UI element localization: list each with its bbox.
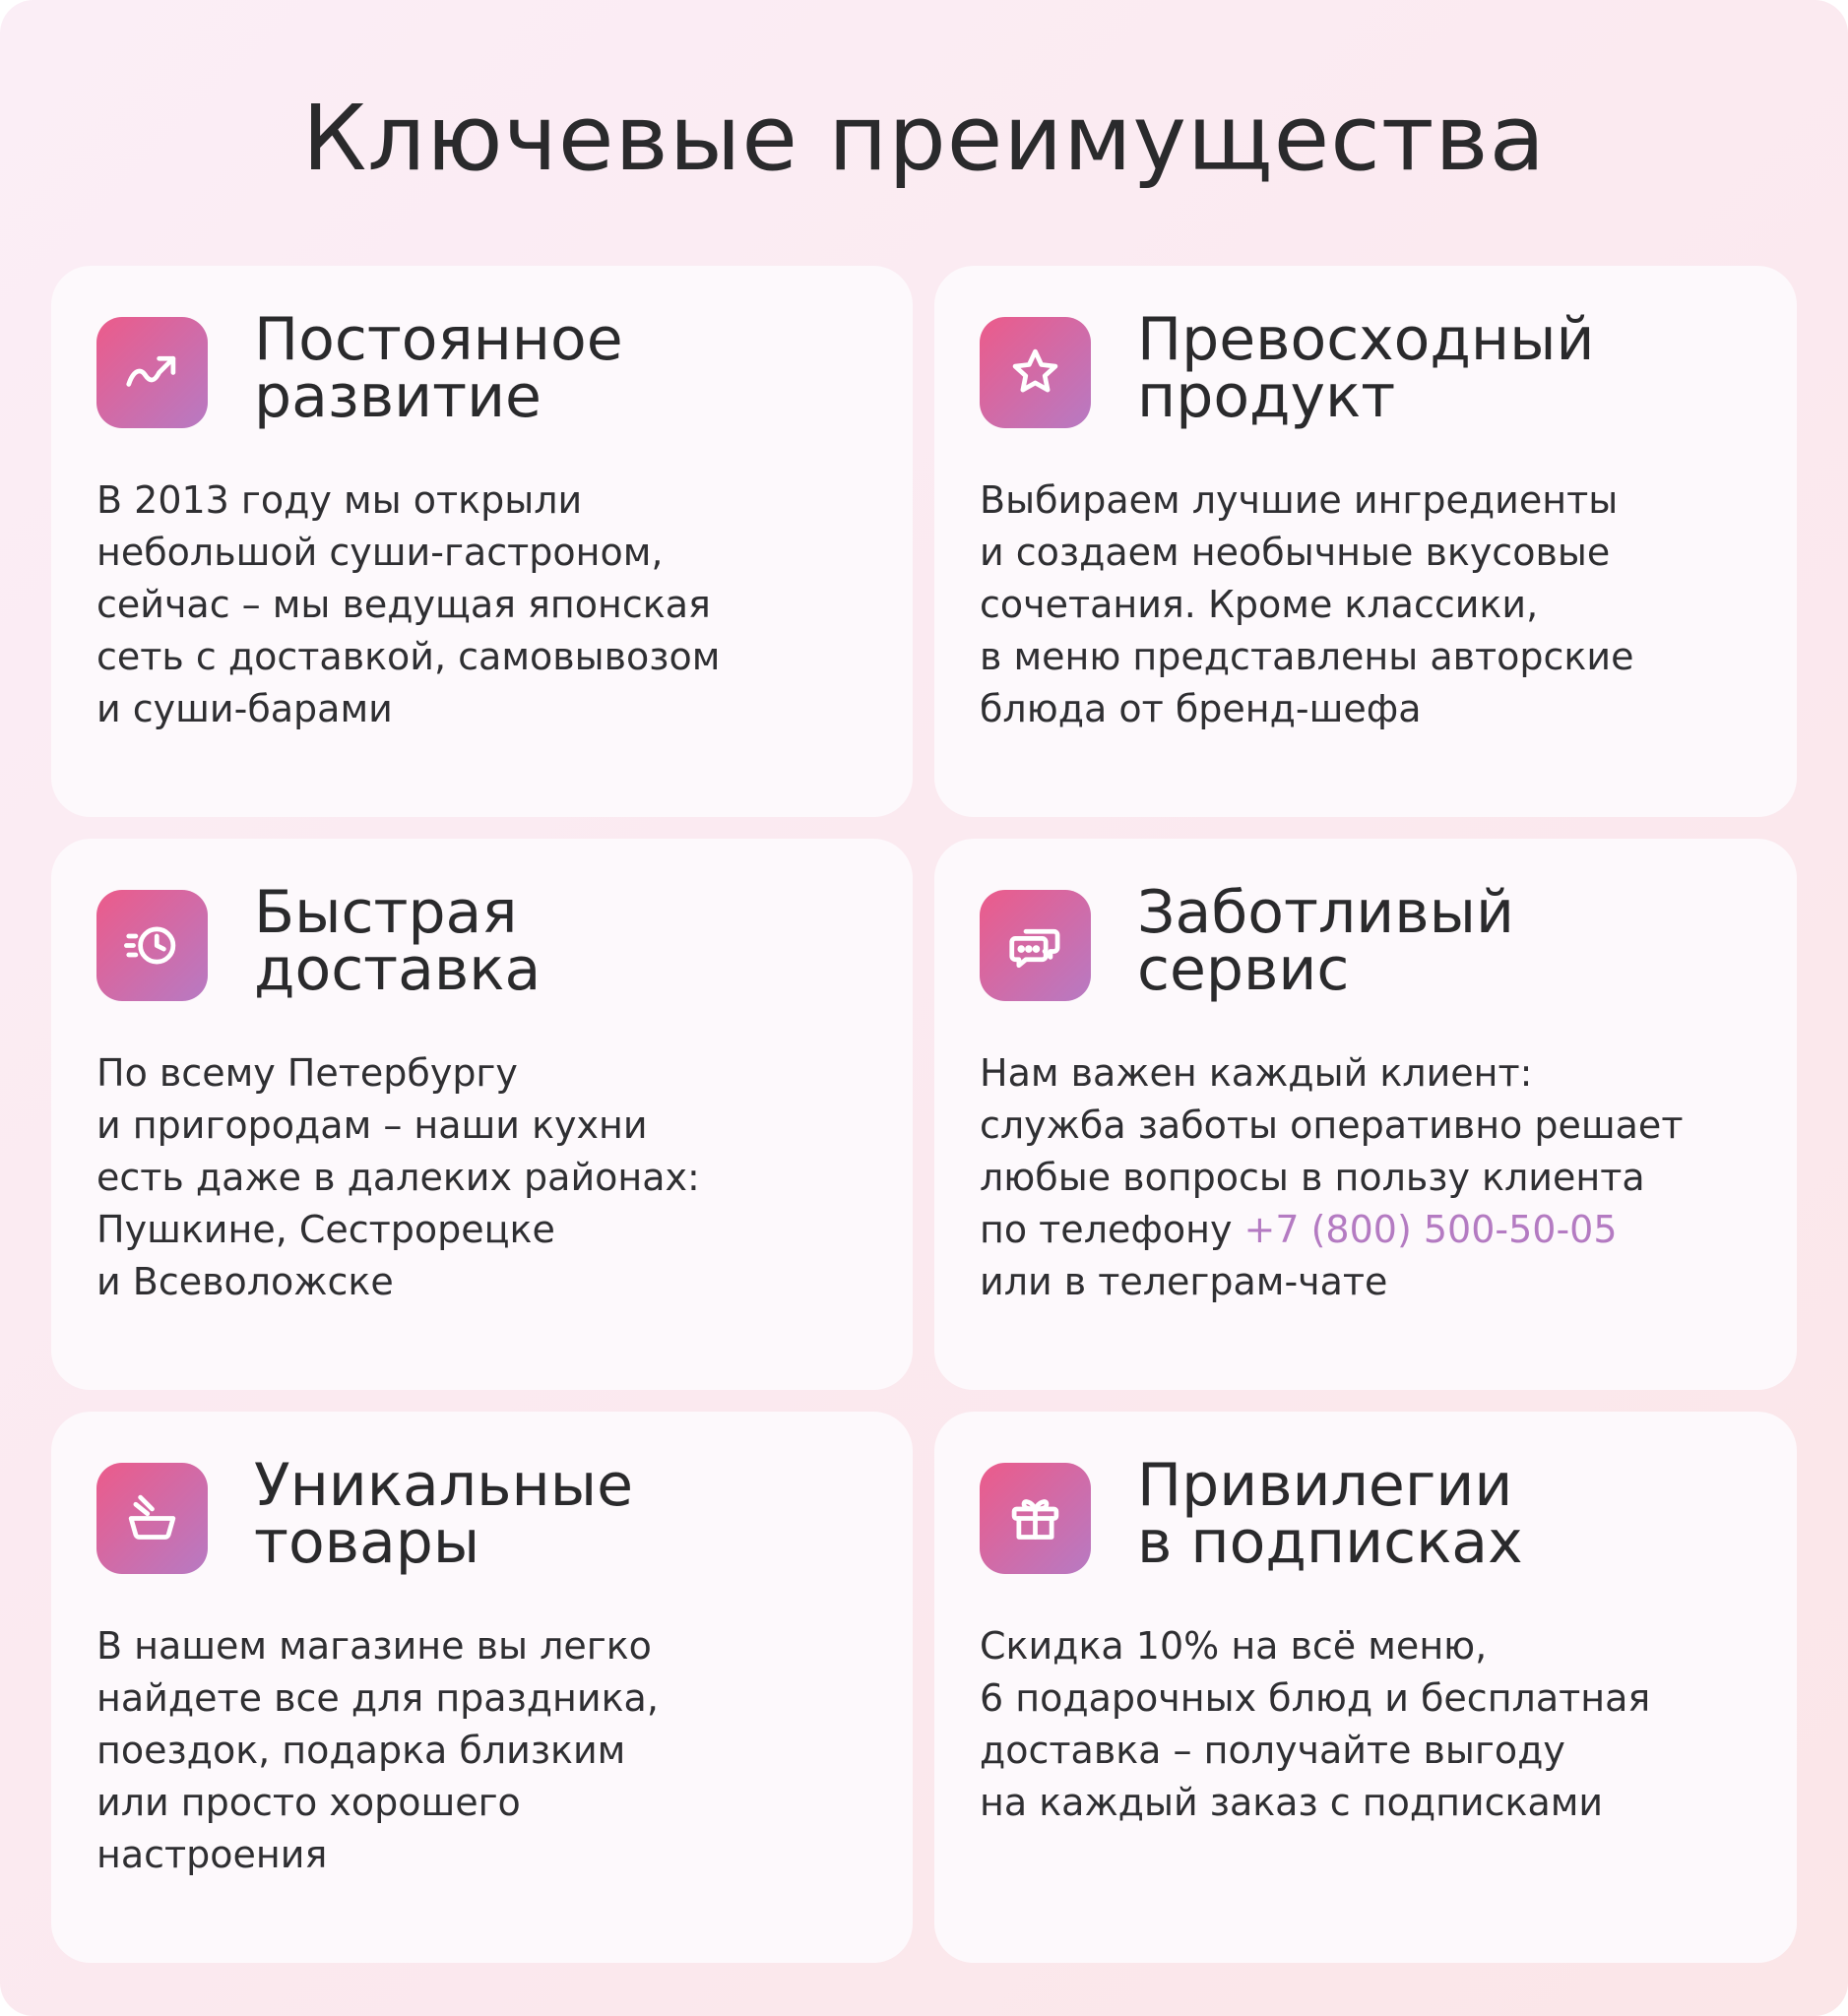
card-title (254, 1451, 884, 1577)
card-constant-development (51, 266, 913, 817)
description-line: или в телеграм-чате (980, 1260, 1388, 1303)
description-line: любые вопросы в пользу клиента (980, 1156, 1645, 1199)
card-title-line: Уникальные (254, 1451, 634, 1520)
star-icon (980, 317, 1091, 428)
card-unique-goods (51, 1412, 913, 1963)
card-title (1137, 878, 1767, 1004)
card-subscription-privileges (934, 1412, 1797, 1963)
description-line: блюда от бренд-шефа (980, 687, 1422, 730)
description-line: Скидка 10% на всё меню, (980, 1624, 1488, 1668)
description-line: Пушкине, Сестрорецке (96, 1208, 555, 1251)
description-line: найдете все для праздника, (96, 1676, 659, 1720)
description-line: сеть с доставкой, самовывозом (96, 635, 721, 678)
description-line: и Всеволожске (96, 1260, 394, 1303)
basket-icon (96, 1463, 208, 1574)
gift-icon (980, 1463, 1091, 1574)
card-title-line: Превосходный (1137, 305, 1595, 374)
description-line: в меню представлены авторские (980, 635, 1634, 678)
card-description (96, 1620, 904, 1881)
description-line: Нам важен каждый клиент: (980, 1051, 1533, 1095)
description-line: служба заботы оперативно решает (980, 1103, 1684, 1147)
phone-link[interactable]: +7 (800) 500-50-05 (1243, 1208, 1618, 1251)
description-line: и пригородам – наши кухни (96, 1103, 648, 1147)
page-title: Ключевые преимущества (301, 86, 1547, 191)
card-excellent-product (934, 266, 1797, 817)
card-description (980, 1620, 1787, 1829)
card-title (254, 878, 884, 1004)
card-title-line: развитие (254, 362, 542, 431)
description-line: или просто хорошего (96, 1781, 521, 1824)
card-title-line: в подписках (1137, 1508, 1523, 1577)
description-line (980, 1204, 1787, 1256)
description-line: По всему Петербургу (96, 1051, 518, 1095)
card-description (980, 474, 1787, 735)
description-line: есть даже в далеких районах: (96, 1156, 700, 1199)
description-line: 6 подарочных блюд и бесплатная (980, 1676, 1651, 1720)
description-line: настроения (96, 1833, 328, 1876)
card-title-line: Привилегии (1137, 1451, 1513, 1520)
card-description (980, 1047, 1787, 1308)
card-title (254, 305, 884, 431)
trend-up-icon (96, 317, 208, 428)
card-title-line: товары (254, 1508, 480, 1577)
card-caring-service (934, 839, 1797, 1390)
fast-clock-icon (96, 890, 208, 1001)
card-title-line: сервис (1137, 935, 1350, 1004)
description-line: и суши-барами (96, 687, 393, 730)
card-title-line: доставка (254, 935, 542, 1004)
card-title-line: Постоянное (254, 305, 623, 374)
description-line: небольшой суши-гастроном, (96, 531, 664, 574)
description-line: сочетания. Кроме классики, (980, 583, 1539, 626)
card-title-line: Быстрая (254, 878, 518, 947)
card-title (1137, 1451, 1767, 1577)
card-title (1137, 305, 1767, 431)
card-description (96, 474, 904, 735)
description-line: сейчас – мы ведущая японская (96, 583, 711, 626)
description-line: и создаем необычные вкусовые (980, 531, 1611, 574)
chat-bubbles-icon (980, 890, 1091, 1001)
description-line: поездок, подарка близким (96, 1729, 626, 1772)
description-line: В нашем магазине вы легко (96, 1624, 652, 1668)
card-fast-delivery (51, 839, 913, 1390)
description-line: Выбираем лучшие ингредиенты (980, 478, 1619, 522)
phone-prefix: по телефону (980, 1208, 1244, 1251)
description-line: доставка – получайте выгоду (980, 1729, 1565, 1772)
description-line: на каждый заказ с подписками (980, 1781, 1604, 1824)
card-title-line: продукт (1137, 362, 1396, 431)
description-line: В 2013 году мы открыли (96, 478, 583, 522)
card-title-line: Заботливый (1137, 878, 1514, 947)
card-description (96, 1047, 904, 1308)
